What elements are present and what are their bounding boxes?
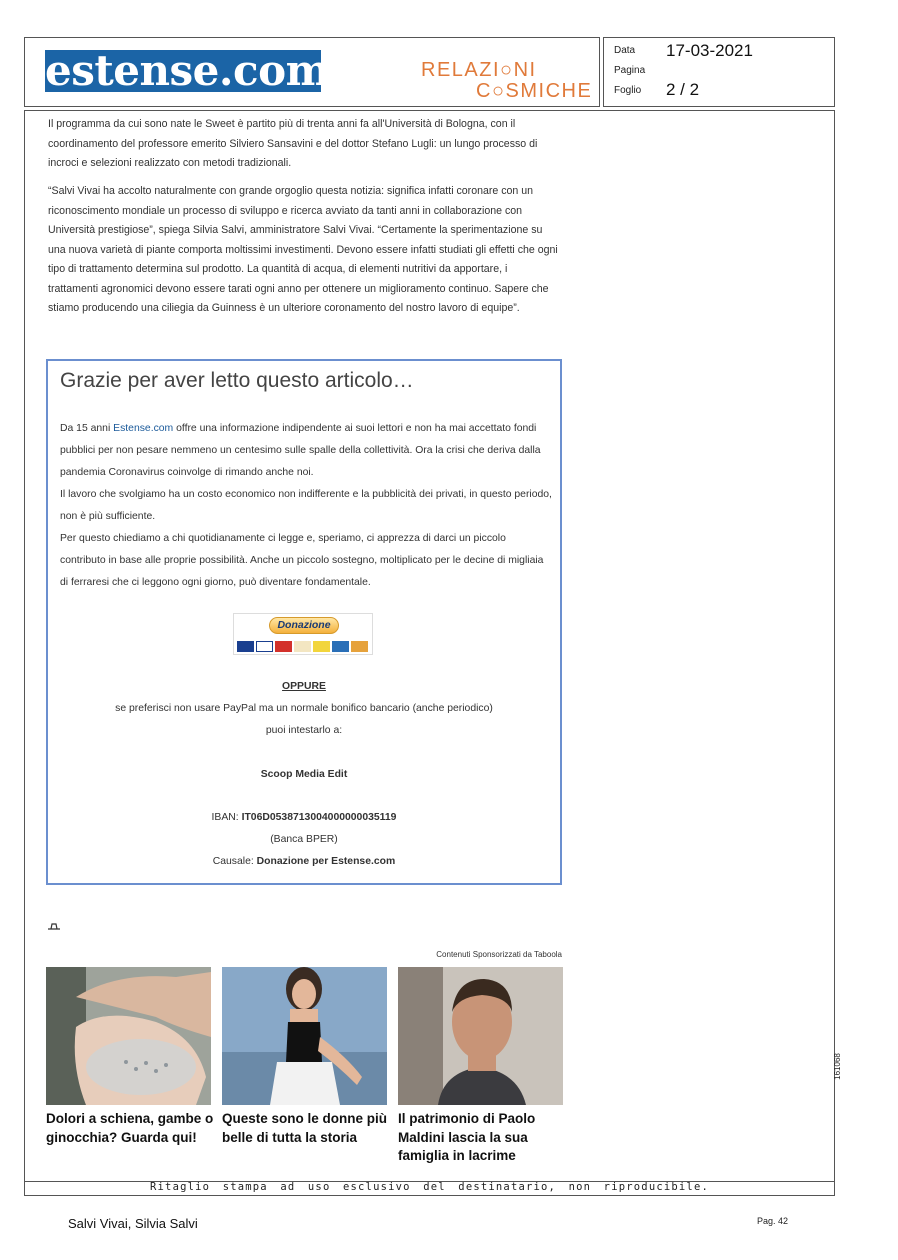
donate-label[interactable]: Donazione [269, 617, 339, 634]
estense-link[interactable]: Estense.com [113, 423, 174, 434]
support-text-d: Per questo chiediamo a chi quotidianamente ci legge e, speriamo, ci apprezza di darci un piccolo contributo in base alle proprie possibilità. Anche un piccolo sostegno, moltiplicato per le decine di migliaia di ferraresi che ci leggono ogni giorno, può diventare fondamentale. [60, 533, 544, 588]
oppure-label: OPPURE [282, 681, 326, 692]
foglio-value: 2 / 2 [666, 80, 700, 99]
sponsored-title-1[interactable]: Dolori a schiena, gambe o ginocchia? Guarda qui! [46, 1111, 214, 1145]
beneficiary-name: Scoop Media Edit [260, 769, 348, 780]
maestro-card-icon [237, 641, 254, 652]
man-photo [398, 967, 563, 1105]
causale-label: Causale: [212, 856, 257, 867]
article-paragraph-2: “Salvi Vivai ha accolto naturalmente con grande orgoglio questa notizia: significa infatti coronare con un riconoscimento mondiale un processo di sviluppo e ricerca avviato da tanti anni in collaborazione con Università prestigiose”, spiega Silvia Salvi, amministratore Salvi Vivai. “Certamente la sperimentazione su una nuova varietà di piante comporta moltissimi investimenti. Devono essere infatti studiati gli effetti che ogni tipo di trattamento determina sul prodotto. La quantità di acqua, di elementi nutritivi da apportare, i trattamenti agronomici devono essere tarati ogni anno per ottenere un miglioramento continuo. Sapere che stiamo producendo una ciliegia da Guinness è un ulteriore coronamento del nostro lavoro di equipe”. [48, 185, 558, 314]
causale-value: Donazione per [256, 856, 332, 867]
data-value: 17-03-2021 [666, 41, 753, 60]
foot-photo [46, 967, 211, 1105]
paypal-donate-button[interactable] [233, 613, 373, 655]
card-icon-5 [313, 641, 330, 652]
amex-card-icon [332, 641, 349, 652]
sponsored-title-2[interactable]: Queste sono le donne più belle di tutta la storia [222, 1111, 388, 1145]
clipping-meta [603, 37, 835, 107]
page-number: Pag. 42 [757, 1216, 789, 1226]
payment-cards [237, 641, 371, 652]
card-icon-7 [351, 641, 368, 652]
paypal-alt-text: se preferisci non usare PayPal ma un normale bonifico bancario (anche periodico) [115, 703, 493, 714]
mastercard-icon [275, 641, 292, 652]
masthead [24, 37, 600, 107]
sponsored-title-3[interactable]: Il patrimonio di Paolo Maldini lascia la sua famiglia in lacrime [398, 1111, 536, 1163]
support-box [46, 359, 562, 885]
causale-line [48, 856, 560, 867]
support-text-b: offre una informazione indipendente ai suoi lettori e non ha mai accettato fondi pubblici per non pesare nemmeno un centesimo sulle spalle della collettività. Ora la crisi che deriva dalla pandemia Coronavirus coinvolge di rimando anche noi. [60, 423, 541, 478]
visa-card-icon [256, 641, 273, 652]
side-code [832, 1050, 850, 1086]
estense-logo: estense.com [45, 46, 330, 95]
support-text [60, 418, 554, 594]
side-code-text: 161068 [832, 1053, 842, 1080]
intestarlo-text: puoi intestarlo a: [265, 725, 343, 736]
relazioni-cosmiche-logo [421, 60, 597, 102]
footer-notice: Ritaglio stampa ad uso esclusivo del destinatario, non riproducibile. [150, 1181, 709, 1193]
iban-line [48, 812, 560, 823]
sponsored-label[interactable]: Contenuti Sponsorizzati da Taboola [436, 950, 562, 959]
postepay-card-icon [294, 641, 311, 652]
iban-label: IBAN: [211, 812, 242, 823]
sponsored-image-3[interactable] [398, 967, 563, 1105]
sponsored-image-1[interactable] [46, 967, 211, 1105]
pagina-label: Pagina [614, 65, 646, 76]
support-text-c: Il lavoro che svolgiamo ha un costo economico non indifferente e la pubblicità dei privati, in questo periodo, non è più sufficiente. [60, 489, 552, 522]
causale-link[interactable]: Estense.com [331, 856, 396, 867]
footer-client: Salvi Vivai, Silvia Salvi [68, 1216, 198, 1231]
support-text-a: Da 15 anni [60, 423, 114, 434]
iban-value: IT06D0538713004000000035119 [241, 812, 397, 823]
foglio-label: Foglio [614, 85, 642, 96]
support-title: Grazie per aver letto questo articolo… [60, 369, 414, 392]
brand-line-2: C○SMICHE [476, 80, 593, 102]
brand-line-1: RELAZI○NI [421, 59, 537, 81]
bank-name: (Banca BPER) [270, 834, 338, 845]
sponsored-image-2[interactable] [222, 967, 387, 1105]
taboola-small-icon [47, 922, 61, 930]
article-paragraph-1: Il programma da cui sono nate le Sweet è partito più di trenta anni fa all'Università di Bologna, con il coordinamento del professore emerito Silviero Sansavini e del dottor Stefano Lugli: un lungo processo di incroci e selezioni realizzato con metodi tradizionali. [48, 118, 538, 169]
woman-photo [222, 967, 387, 1105]
data-label: Data [614, 45, 636, 56]
